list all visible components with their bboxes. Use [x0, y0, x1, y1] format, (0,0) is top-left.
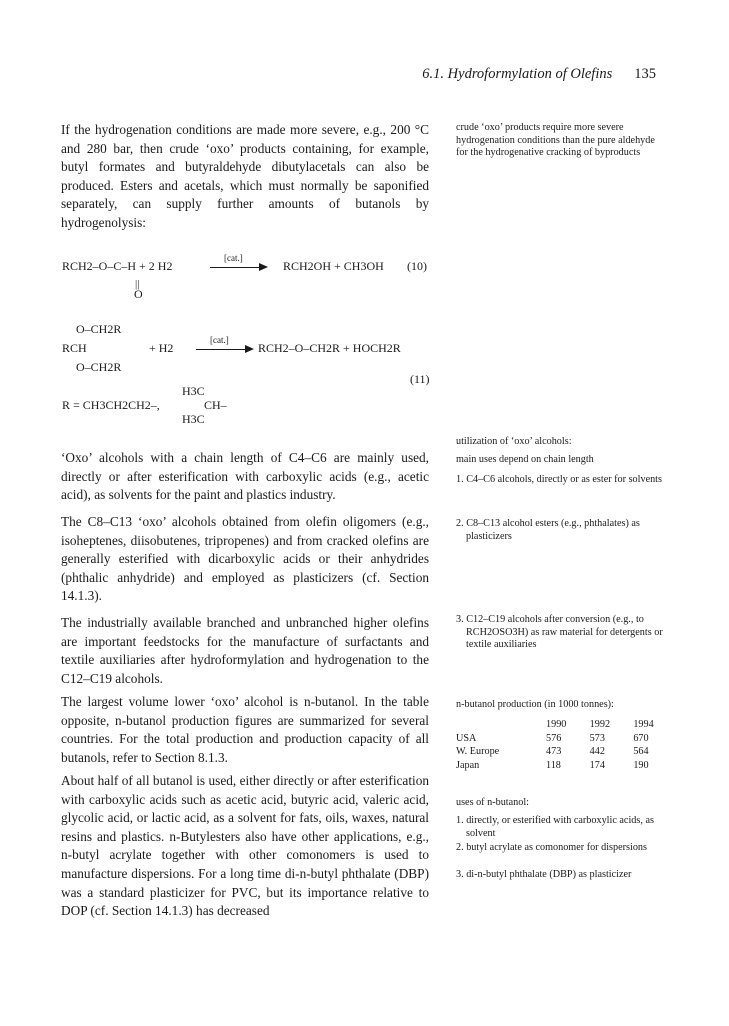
eq11-right: RCH2–O–CH2R + HOCH2R [258, 341, 401, 355]
margin-heading-n-butanol-uses: uses of n-butanol: [456, 797, 529, 808]
table-value: 573 [589, 732, 605, 744]
eq10-carbonyl-o: O [134, 287, 143, 301]
table-country: Japan [456, 759, 480, 771]
running-header [400, 66, 656, 84]
eq10-arrow [210, 253, 268, 274]
margin-use-comonomer: 2. butyl acrylate as comonomer for dispersions [456, 842, 647, 853]
eq10-number: (10) [407, 259, 427, 273]
eq11-number: (11) [410, 372, 430, 386]
eq11-acetal-top: O–CH2R [76, 322, 122, 336]
table-value: 576 [546, 732, 562, 744]
eq11-r-definition: R = CH3CH2CH2–, [62, 398, 160, 412]
eq11-branch-mid: CH– [204, 398, 227, 412]
table-value: 473 [546, 746, 562, 757]
eq10-right: RCH2OH + CH3OH [283, 259, 384, 273]
eq10-catalyst: [cat.] [224, 253, 243, 264]
margin-item-c4-c6: 1. C4–C6 alcohols, directly or as ester for solvents [456, 474, 662, 485]
eq11-arrow [196, 335, 254, 356]
margin-item-c12-c19: 3. C12–C19 alcohols after conversion (e.g., to RCH2OSO3H) as raw material for detergents or textile auxiliaries [456, 614, 663, 650]
production-table [456, 719, 667, 773]
margin-use-solvent: 1. directly, or esterified with carboxylic acids, as solvent [456, 815, 654, 839]
eq11-hydrogen: + H2 [149, 341, 174, 355]
page-number: 135 [634, 66, 656, 82]
section-title: 6.1. Hydroformylation of Olefins [422, 66, 613, 82]
margin-table-title: n-butanol production (in 1000 tonnes): [456, 699, 614, 710]
eq11-catalyst: [cat.] [210, 335, 229, 346]
paragraph-higher-olefins: The industrially available branched and unbranched higher olefins are important feedstocks for the manufacture of surfactants and textile auxiliaries after hydroformylation and hydrogenation to the C12–C19 alcohols. [61, 615, 429, 686]
paragraph-c8-c13: The C8–C13 ‘oxo’ alcohols obtained from olefin oligomers (e.g., isoheptenes, diisobutenes, tripropenes) and from cracked olefins are generally esterified with dicarboxylic acids or their anhydrides (phthalic anhydride) and employed as plasticizers (cf. Section 14.1.3). [61, 514, 429, 604]
paragraph-butanol-uses: About half of all butanol is used, either directly or after esterification with carboxylic acids such as acetic acid, butyric acid, valeric acid, glycolic acid, or lactic acid, as a solvent for fats, oils, waxes, natural resins and plastics. n-Butylesters also have other applications, e.g., n-butyl acrylate together with other comonomers is used to manufacture dispersions. For a long time di-n-butyl phthalate (DBP) was a standard plasticizer for PVC, but its importance relative to DOP (cf. Section 14.1.3) has decreased [61, 773, 429, 919]
table-row [456, 746, 667, 760]
table-row [456, 760, 667, 774]
eq10-left: RCH2–O–C–H + 2 H2 [62, 259, 173, 273]
margin-item-c8-c13: 2. C8–C13 alcohol esters (e.g., phthalates) as plasticizers [456, 518, 640, 542]
table-corner [456, 719, 536, 733]
equation-10 [62, 253, 442, 302]
eq10-double-bond: || [135, 278, 140, 290]
margin-note-crude-oxo: crude ‘oxo’ products require more severe hydrogenation conditions than the pure aldehyde for the hydrogenative cracking of byproducts [456, 122, 655, 158]
eq11-branch-bottom: H3C [182, 412, 205, 426]
margin-subheading-chain-length: main uses depend on chain length [456, 454, 594, 465]
eq11-acetal-center: RCH [62, 341, 87, 355]
paragraph-hydrogenation: If the hydrogenation conditions are made more severe, e.g., 200 °C and 280 bar, then crude ‘oxo’ products containing, for example, butyl formates and butyraldehyde dibutylacetals can also be produced. Esters and acetals, which must normally be saponified separately, can supply further amounts of butanols by hydrogenolysis: [61, 122, 429, 230]
equation-11 [62, 322, 442, 432]
table-year-header: 1992 [589, 719, 611, 730]
table-year-header: 1990 [546, 719, 567, 730]
table-value: 118 [546, 759, 561, 771]
table-value: 174 [589, 759, 605, 771]
paragraph-c4-c6: ‘Oxo’ alcohols with a chain length of C4–C6 are mainly used, directly or after esterification with carboxylic acids (e.g., acetic acid), as solvents for the paint and plastics industry. [61, 450, 429, 503]
table-country: USA [456, 732, 477, 744]
margin-heading-utilization: utilization of ‘oxo’ alcohols: [456, 436, 572, 447]
eq11-acetal-bottom: O–CH2R [76, 360, 122, 374]
table-value: 442 [589, 746, 605, 757]
table-row [456, 733, 667, 747]
table-value: 670 [633, 732, 649, 744]
table-year-header: 1994 [633, 719, 654, 730]
table-value: 190 [633, 759, 649, 771]
paragraph-n-butanol: The largest volume lower ‘oxo’ alcohol is n-butanol. In the table opposite, n-butanol production figures are summarized for several countries. For the total production and production capacity of all butanols, refer to Section 8.1.3. [61, 694, 429, 765]
eq11-branch-top: H3C [182, 384, 205, 398]
table-value: 564 [633, 746, 649, 757]
table-country: W. Europe [456, 746, 500, 757]
production-table-header [456, 719, 667, 733]
margin-use-plasticizer: 3. di-n-butyl phthalate (DBP) as plasticizer [456, 869, 632, 880]
